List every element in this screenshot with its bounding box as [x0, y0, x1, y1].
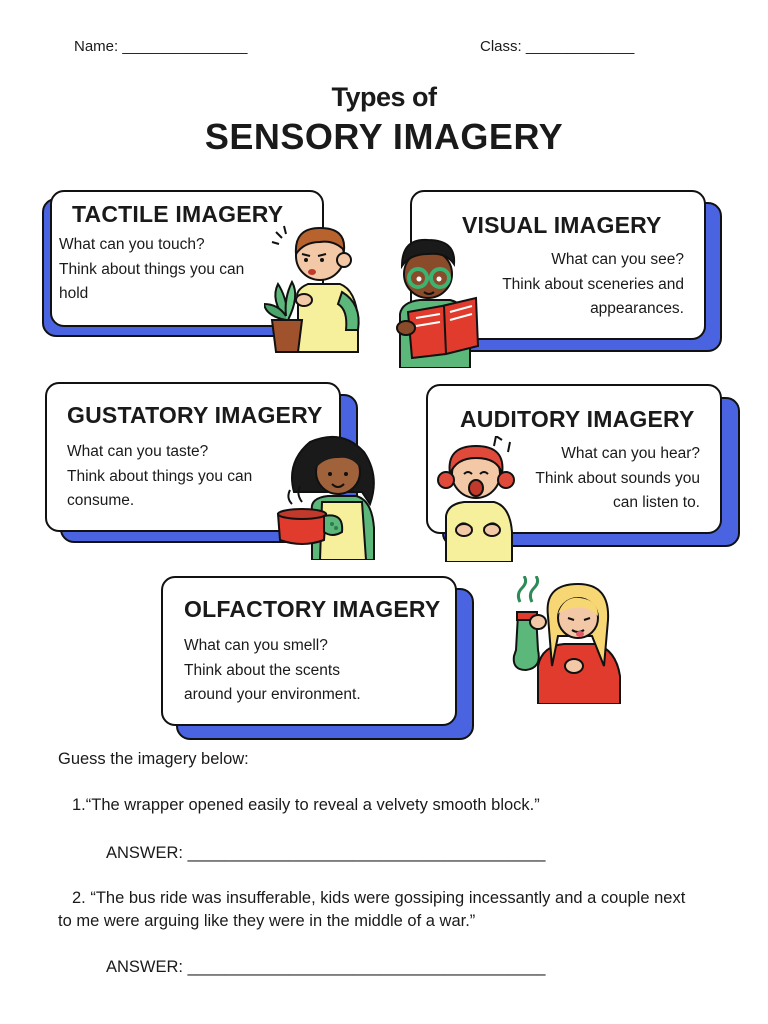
title-sensory-imagery: SENSORY IMAGERY	[204, 116, 564, 157]
child-singing-illustration	[424, 436, 524, 562]
child-touching-plant-illustration	[264, 220, 366, 360]
class-field[interactable]: Class: _____________	[480, 38, 635, 55]
auditory-title: AUDITORY IMAGERY	[460, 406, 695, 432]
gustatory-body: What can you taste? Think about things you can consume.	[67, 443, 253, 509]
child-smelling-sock-illustration	[508, 576, 632, 704]
gustatory-title: GUSTATORY IMAGERY	[67, 402, 323, 428]
title-types-of: Types of	[331, 82, 437, 112]
child-holding-soup-illustration	[272, 432, 384, 560]
child-reading-book-illustration	[380, 236, 480, 368]
olfactory-title: OLFACTORY IMAGERY	[184, 596, 441, 622]
answer-1-field[interactable]: ANSWER: _______________________________________	[106, 844, 546, 862]
question-1: 1.“The wrapper opened easily to reveal a velvety smooth block.”	[72, 796, 540, 814]
name-field[interactable]: Name: _______________	[74, 38, 248, 55]
question-2: 2. “The bus ride was insufferable, kids were gossiping incessantly and a couple next to me were arguing like they were in the middle of a war.”	[58, 889, 686, 930]
exercise-intro: Guess the imagery below:	[58, 750, 249, 768]
auditory-body: What can you hear? Think about sounds you can listen to.	[535, 445, 700, 511]
visual-body: What can you see? Think about sceneries and appearances.	[502, 251, 684, 317]
olfactory-body: What can you smell? Think about the scents around your environment.	[184, 637, 361, 703]
tactile-body: What can you touch? Think about things you can hold	[59, 236, 245, 302]
visual-title: VISUAL IMAGERY	[462, 212, 662, 238]
tactile-title: TACTILE IMAGERY	[72, 201, 284, 227]
olfactory-card	[161, 576, 457, 726]
answer-2-field[interactable]: ANSWER: _______________________________________	[106, 958, 546, 976]
